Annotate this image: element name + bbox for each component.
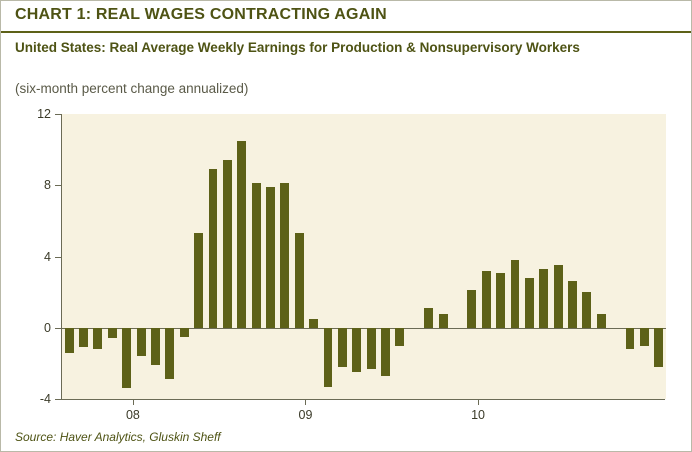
bar [252, 183, 261, 327]
bar [597, 314, 606, 328]
bar [467, 290, 476, 327]
bar [266, 187, 275, 328]
bar [381, 328, 390, 376]
x-axis-tick-label: 09 [298, 408, 313, 422]
y-axis-tick-label: 0 [44, 320, 51, 335]
chart-subtitle: United States: Real Average Weekly Earnings for Production & Nonsupervisory Workers [15, 40, 580, 55]
x-axis-tick-label: 10 [471, 408, 485, 422]
y-axis-tick-mark [55, 114, 61, 115]
bar [65, 328, 74, 353]
bar [654, 328, 663, 367]
bar [582, 292, 591, 328]
y-axis-tick-label: 12 [37, 107, 51, 121]
bar [108, 328, 117, 339]
source-note: Source: Haver Analytics, Gluskin Sheff [15, 430, 221, 444]
bar [367, 328, 376, 369]
bar [439, 314, 448, 328]
bar [626, 328, 635, 349]
plot-area [61, 114, 666, 399]
bar [554, 265, 563, 327]
y-axis-tick-mark [55, 257, 61, 258]
bar [496, 273, 505, 328]
bar [122, 328, 131, 389]
bar [395, 328, 404, 346]
x-axis-tick-label: 08 [125, 408, 140, 422]
bar [237, 141, 246, 328]
bar [137, 328, 146, 357]
bar [568, 281, 577, 327]
plot-container [49, 114, 665, 399]
x-axis-tick-mark [478, 399, 479, 405]
title-bar [1, 1, 691, 33]
y-axis-tick-label: 8 [44, 178, 51, 193]
y-axis-tick-label: 4 [44, 249, 51, 264]
page-title: CHART 1: REAL WAGES CONTRACTING AGAIN [15, 6, 387, 23]
y-axis-tick-label: -4 [39, 392, 51, 406]
bar [295, 233, 304, 327]
bar [482, 271, 491, 328]
bar [511, 260, 520, 328]
bar [539, 269, 548, 328]
bar [352, 328, 361, 373]
bar [424, 308, 433, 328]
bar [194, 233, 203, 327]
bar [180, 328, 189, 337]
bar [209, 169, 218, 328]
bar [79, 328, 88, 348]
bar [223, 160, 232, 327]
chart-units-label: (six-month percent change annualized) [15, 81, 249, 96]
x-axis-tick-mark [133, 399, 134, 405]
y-axis-tick-mark [55, 328, 61, 329]
y-axis-tick-mark [55, 399, 61, 400]
bar [151, 328, 160, 365]
bar [324, 328, 333, 387]
bar [525, 278, 534, 328]
bar [309, 319, 318, 328]
bar [338, 328, 347, 367]
bar [93, 328, 102, 349]
x-axis-line [61, 399, 665, 400]
bar [165, 328, 174, 380]
x-axis-tick-mark [305, 399, 306, 405]
bar [640, 328, 649, 346]
bar [280, 183, 289, 327]
y-axis-tick-mark [55, 185, 61, 186]
